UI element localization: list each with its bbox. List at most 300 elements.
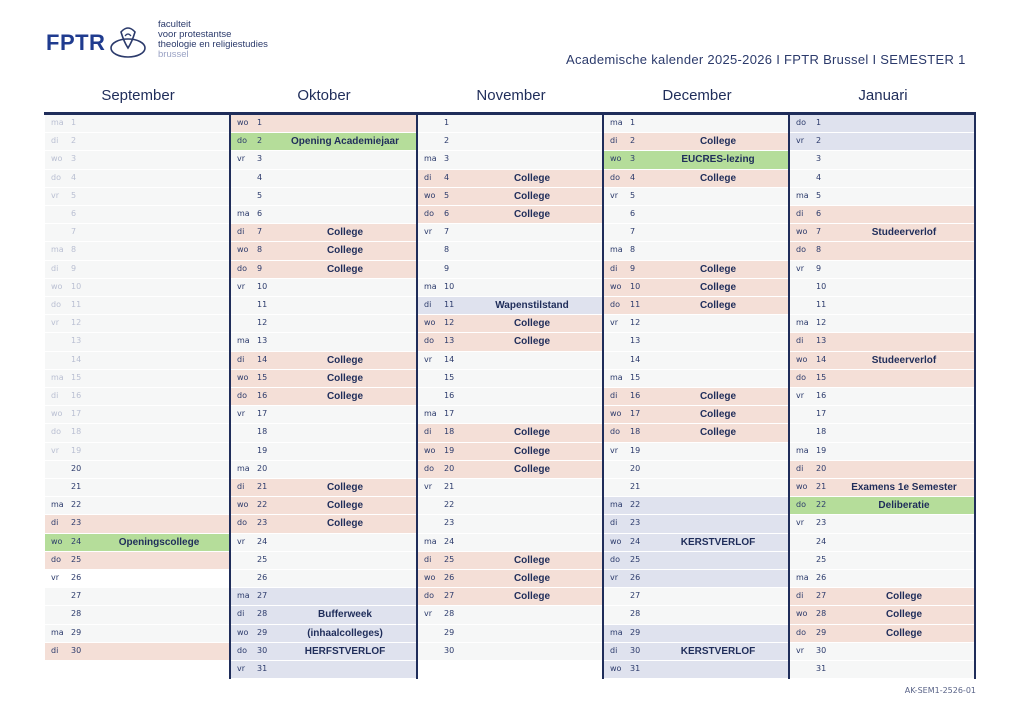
day-row <box>45 333 231 351</box>
day-row <box>604 133 790 151</box>
day-number: 9 <box>630 263 636 273</box>
weekday-label: di <box>237 227 245 237</box>
day-row <box>418 261 604 279</box>
day-number: 13 <box>257 336 268 346</box>
weekday-label: wo <box>610 536 622 546</box>
day-row <box>790 515 976 533</box>
day-row <box>604 297 790 315</box>
day-number: 6 <box>444 209 450 218</box>
weekday-label: ma <box>610 245 623 255</box>
month-header-december: December <box>662 87 732 104</box>
event-label: College <box>326 391 364 402</box>
day-number: 23 <box>816 518 827 528</box>
day-row <box>790 570 976 588</box>
event-label: Studeerverlof <box>871 354 937 366</box>
day-number: 25 <box>71 554 82 564</box>
day-row <box>231 570 417 588</box>
weekday-label: wo <box>424 318 436 328</box>
day-number: 9 <box>257 263 263 273</box>
day-row <box>45 115 231 133</box>
day-row <box>231 588 417 606</box>
day-row <box>231 406 417 424</box>
day-number: 4 <box>444 172 450 182</box>
event-label: College <box>326 482 364 493</box>
weekday-label: ma <box>424 409 437 419</box>
weekday-label: wo <box>796 482 808 491</box>
day-row <box>790 352 976 370</box>
day-number: 7 <box>71 227 77 237</box>
weekday-label: vr <box>237 281 246 291</box>
weekday-label: di <box>610 391 618 400</box>
weekday-label: wo <box>424 445 436 455</box>
weekday-label: ma <box>51 118 64 127</box>
day-row <box>604 625 790 643</box>
weekday-label: ma <box>610 500 623 510</box>
day-number: 10 <box>71 281 82 291</box>
event-label: College <box>699 427 737 439</box>
day-number: 31 <box>816 664 827 673</box>
day-number: 2 <box>816 136 822 146</box>
weekday-label: ma <box>237 336 250 346</box>
day-row <box>45 261 231 279</box>
day-number: 19 <box>71 445 82 455</box>
day-number: 1 <box>630 118 636 127</box>
event-label: College <box>699 136 737 148</box>
day-row <box>418 370 604 388</box>
day-number: 29 <box>444 627 455 637</box>
weekday-label: do <box>51 554 61 564</box>
day-number: 19 <box>630 445 641 455</box>
event-label: College <box>699 300 737 311</box>
day-number: 18 <box>816 427 827 437</box>
weekday-label: do <box>424 591 434 601</box>
weekday-label: wo <box>610 154 622 164</box>
event-label: College <box>326 263 364 275</box>
day-number: 3 <box>257 154 263 164</box>
day-number: 4 <box>71 172 77 182</box>
weekday-label: di <box>610 645 618 655</box>
day-row <box>604 534 790 552</box>
weekday-label: do <box>51 300 61 309</box>
day-row <box>231 261 417 279</box>
day-number: 1 <box>71 118 77 127</box>
day-number: 12 <box>257 318 268 328</box>
day-number: 13 <box>444 336 455 346</box>
day-row <box>418 534 604 552</box>
weekday-label: di <box>237 609 245 619</box>
faculty-name <box>158 20 268 60</box>
day-row <box>604 242 790 260</box>
event-label: College <box>513 463 551 475</box>
column-divider <box>974 115 976 679</box>
day-number: 28 <box>444 609 455 619</box>
weekday-label: do <box>424 209 434 218</box>
day-number: 21 <box>71 482 82 491</box>
fptr-emblem-icon <box>108 22 148 60</box>
day-row <box>418 625 604 643</box>
day-number: 20 <box>71 463 82 473</box>
day-number: 16 <box>630 391 641 400</box>
day-number: 25 <box>257 554 268 564</box>
weekday-label: do <box>610 300 620 309</box>
weekday-label: wo <box>237 118 249 127</box>
weekday-label: wo <box>237 627 249 637</box>
day-number: 1 <box>444 118 450 127</box>
day-row <box>45 151 231 169</box>
day-number: 2 <box>630 136 636 146</box>
day-number: 18 <box>257 427 268 437</box>
day-row <box>790 479 976 497</box>
day-row <box>790 242 976 260</box>
day-number: 7 <box>630 227 636 237</box>
weekday-label: ma <box>51 500 64 510</box>
day-number: 29 <box>257 627 268 637</box>
event-label: College <box>513 318 551 330</box>
day-number: 26 <box>816 573 827 582</box>
day-row <box>790 224 976 242</box>
weekday-label: do <box>796 372 806 382</box>
day-row <box>790 443 976 461</box>
weekday-label: do <box>237 136 247 146</box>
day-number: 7 <box>257 227 263 237</box>
day-number: 27 <box>71 591 82 601</box>
weekday-label: di <box>51 136 59 146</box>
day-row <box>45 133 231 151</box>
day-number: 16 <box>816 391 827 400</box>
day-row <box>790 625 976 643</box>
weekday-label: di <box>51 391 59 400</box>
day-number: 23 <box>257 518 268 528</box>
day-number: 5 <box>257 190 263 200</box>
event-label: College <box>513 591 551 603</box>
weekday-label: wo <box>610 281 622 291</box>
day-row <box>231 188 417 206</box>
column-divider <box>602 115 604 679</box>
event-label: College <box>513 209 551 220</box>
day-row <box>604 188 790 206</box>
day-row <box>790 588 976 606</box>
day-number: 26 <box>630 573 641 582</box>
day-row <box>231 461 417 479</box>
day-row <box>45 388 231 406</box>
day-number: 6 <box>816 209 822 218</box>
day-number: 15 <box>257 372 268 382</box>
day-row <box>231 515 417 533</box>
weekday-label: wo <box>237 372 249 382</box>
day-row <box>604 170 790 188</box>
weekday-label: di <box>796 463 804 473</box>
weekday-label: di <box>610 136 618 146</box>
day-number: 19 <box>816 445 827 455</box>
day-number: 10 <box>257 281 268 291</box>
event-label: (inhaalcolleges) <box>307 627 383 639</box>
weekday-label: wo <box>424 573 436 582</box>
day-row <box>418 151 604 169</box>
day-row <box>418 552 604 570</box>
month-header-september: September <box>101 87 175 104</box>
day-row <box>604 206 790 224</box>
day-row <box>418 570 604 588</box>
day-row <box>604 643 790 661</box>
day-number: 4 <box>630 172 636 182</box>
weekday-label: wo <box>796 354 808 364</box>
weekday-label: do <box>237 645 247 655</box>
event-label: EUCRES-lezing <box>681 154 755 166</box>
day-number: 4 <box>816 172 822 182</box>
day-row <box>231 315 417 333</box>
event-label: College <box>513 336 551 348</box>
day-row <box>418 333 604 351</box>
event-label: Openingscollege <box>118 536 200 548</box>
day-row <box>604 461 790 479</box>
day-row <box>231 424 417 442</box>
day-row <box>604 352 790 370</box>
day-row <box>790 461 976 479</box>
day-number: 21 <box>444 482 455 491</box>
day-number: 9 <box>444 263 450 273</box>
weekday-label: ma <box>796 318 809 328</box>
day-row <box>604 424 790 442</box>
weekday-label: do <box>796 500 806 510</box>
day-row <box>231 443 417 461</box>
day-number: 27 <box>257 591 268 601</box>
event-label: College <box>326 354 364 366</box>
day-row <box>790 279 976 297</box>
day-number: 22 <box>257 500 268 510</box>
day-number: 24 <box>71 536 82 546</box>
day-number: 3 <box>816 154 822 164</box>
day-row <box>790 424 976 442</box>
day-row <box>45 188 231 206</box>
day-number: 5 <box>630 190 636 200</box>
day-row <box>604 570 790 588</box>
event-label: College <box>885 609 923 621</box>
weekday-label: vr <box>610 190 619 200</box>
weekday-label: wo <box>237 500 249 510</box>
day-number: 9 <box>71 263 77 273</box>
day-number: 14 <box>444 354 455 364</box>
day-row <box>418 388 604 406</box>
weekday-label: di <box>424 172 432 182</box>
day-number: 19 <box>257 445 268 455</box>
weekday-label: vr <box>796 136 805 146</box>
weekday-label: di <box>796 591 804 601</box>
day-number: 14 <box>71 354 82 364</box>
day-row <box>231 625 417 643</box>
day-row <box>604 279 790 297</box>
day-row <box>790 497 976 515</box>
weekday-label: ma <box>237 209 250 218</box>
day-number: 20 <box>816 463 827 473</box>
weekday-label: wo <box>796 227 808 237</box>
weekday-label: wo <box>51 409 63 419</box>
day-row <box>418 352 604 370</box>
day-number: 22 <box>444 500 455 510</box>
day-number: 30 <box>257 645 268 655</box>
day-number: 25 <box>444 554 455 564</box>
faculty-line-4: brussel <box>158 49 189 60</box>
day-row <box>790 297 976 315</box>
day-number: 30 <box>630 645 641 655</box>
day-row <box>231 552 417 570</box>
day-number: 30 <box>444 645 455 655</box>
day-row <box>790 315 976 333</box>
day-row <box>231 333 417 351</box>
day-row <box>418 424 604 442</box>
day-row <box>45 424 231 442</box>
weekday-label: do <box>424 463 434 473</box>
weekday-label: ma <box>237 463 250 473</box>
day-row <box>604 333 790 351</box>
day-row <box>418 133 604 151</box>
day-number: 7 <box>816 227 822 237</box>
weekday-label: vr <box>796 391 805 400</box>
day-number: 2 <box>71 136 77 146</box>
event-label: College <box>885 627 923 639</box>
day-number: 14 <box>816 354 827 364</box>
weekday-label: ma <box>51 245 64 255</box>
event-label: College <box>699 409 737 421</box>
day-number: 12 <box>630 318 641 328</box>
day-number: 29 <box>71 627 82 637</box>
day-row <box>45 461 231 479</box>
weekday-label: vr <box>51 190 60 200</box>
day-row <box>790 552 976 570</box>
weekday-label: vr <box>237 154 246 164</box>
weekday-label: vr <box>237 536 246 546</box>
weekday-label: ma <box>610 627 623 637</box>
day-row <box>231 497 417 515</box>
weekday-label: wo <box>610 409 622 419</box>
weekday-label: ma <box>610 118 623 127</box>
day-number: 9 <box>816 263 822 273</box>
weekday-label: wo <box>610 664 622 673</box>
day-number: 27 <box>444 591 455 601</box>
day-number: 27 <box>630 591 641 601</box>
day-row <box>418 206 604 224</box>
day-row <box>45 352 231 370</box>
day-number: 29 <box>630 627 641 637</box>
day-number: 15 <box>71 372 82 382</box>
day-row <box>790 151 976 169</box>
day-row <box>790 406 976 424</box>
event-label: College <box>326 518 364 530</box>
day-number: 24 <box>816 536 827 546</box>
month-header-januari: Januari <box>858 87 908 104</box>
day-row <box>231 170 417 188</box>
day-row <box>231 388 417 406</box>
day-number: 23 <box>444 518 455 528</box>
day-number: 17 <box>71 409 82 419</box>
weekday-label: wo <box>51 281 63 291</box>
day-row <box>604 552 790 570</box>
day-row <box>604 315 790 333</box>
day-number: 28 <box>71 609 82 619</box>
weekday-label: di <box>610 518 618 528</box>
day-row <box>231 224 417 242</box>
day-number: 6 <box>630 209 636 218</box>
day-number: 29 <box>816 627 827 637</box>
day-number: 13 <box>71 336 82 346</box>
day-number: 16 <box>444 391 455 400</box>
day-number: 8 <box>444 245 450 255</box>
column-divider <box>416 115 418 679</box>
day-row <box>790 188 976 206</box>
day-number: 31 <box>630 664 641 673</box>
weekday-label: ma <box>237 591 250 601</box>
weekday-label: vr <box>237 409 246 419</box>
day-number: 13 <box>630 336 641 346</box>
day-number: 2 <box>444 136 450 146</box>
day-number: 3 <box>444 154 450 164</box>
column-divider <box>229 115 231 679</box>
day-row <box>418 406 604 424</box>
day-number: 21 <box>630 482 641 491</box>
day-number: 18 <box>444 427 455 437</box>
weekday-label: vr <box>51 318 60 328</box>
event-label: College <box>885 591 923 603</box>
day-number: 14 <box>630 354 641 364</box>
day-row <box>418 315 604 333</box>
day-row <box>45 534 231 552</box>
weekday-label: do <box>610 554 620 564</box>
event-label: College <box>326 372 364 384</box>
event-label: College <box>513 190 551 202</box>
weekday-label: vr <box>51 445 60 455</box>
weekday-label: di <box>51 263 59 273</box>
faculty-line-3: theologie en religiestudies <box>158 39 268 50</box>
day-row <box>418 297 604 315</box>
weekday-label: do <box>237 518 247 528</box>
day-row <box>231 279 417 297</box>
day-row <box>790 534 976 552</box>
day-number: 11 <box>816 300 827 309</box>
day-row <box>790 170 976 188</box>
day-row <box>45 297 231 315</box>
day-number: 6 <box>257 209 263 218</box>
day-row <box>790 115 976 133</box>
day-row <box>45 406 231 424</box>
day-row <box>790 606 976 624</box>
day-row <box>45 443 231 461</box>
day-row <box>604 115 790 133</box>
day-row <box>418 170 604 188</box>
weekday-label: di <box>610 263 618 273</box>
day-number: 8 <box>630 245 636 255</box>
day-number: 27 <box>816 591 827 601</box>
day-row <box>604 606 790 624</box>
day-number: 20 <box>444 463 455 473</box>
day-number: 18 <box>71 427 82 437</box>
day-number: 12 <box>444 318 455 328</box>
day-number: 22 <box>816 500 827 510</box>
event-label: Bufferweek <box>318 609 372 621</box>
weekday-label: vr <box>424 482 433 491</box>
weekday-label: vr <box>51 573 60 582</box>
weekday-label: ma <box>424 536 437 546</box>
day-row <box>604 406 790 424</box>
day-number: 17 <box>816 409 827 419</box>
event-label: HERFSTVERLOF <box>304 645 386 657</box>
day-row <box>45 606 231 624</box>
month-header-november: November <box>476 87 546 104</box>
day-number: 10 <box>816 281 827 291</box>
weekday-label: di <box>424 554 432 564</box>
weekday-label: ma <box>796 190 809 200</box>
day-row <box>418 461 604 479</box>
day-row <box>45 643 231 661</box>
day-row <box>231 242 417 260</box>
